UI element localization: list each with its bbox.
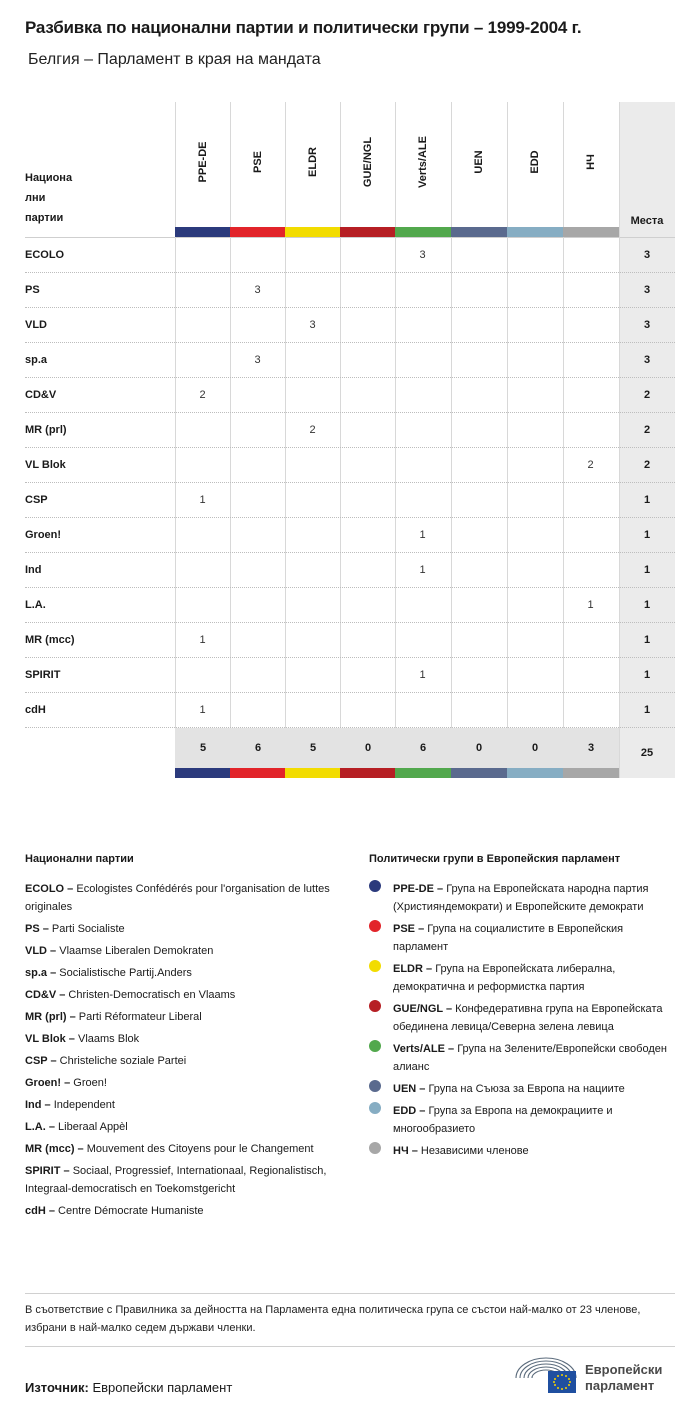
row-total: 3 xyxy=(643,249,651,261)
table-row xyxy=(25,238,675,273)
group-color-dot xyxy=(369,1080,381,1092)
group-total: 6 xyxy=(230,728,286,768)
row-total: 1 xyxy=(643,634,651,646)
table-row xyxy=(25,518,675,553)
party-name: CD&V xyxy=(25,389,57,401)
row-total: 2 xyxy=(643,459,651,471)
seat-cell: 1 xyxy=(419,564,426,576)
party-legend-item: sp.a – Socialistische Partij.Anders xyxy=(25,967,192,979)
party-legend-item: MR (prl) – Parti Réformateur Liberal xyxy=(25,1011,202,1023)
source-label: Източник: xyxy=(25,1380,89,1395)
party-name: VL Blok xyxy=(25,459,66,471)
group-total: 6 xyxy=(395,728,451,768)
group-color-bar xyxy=(451,227,507,237)
group-color-dot xyxy=(369,880,381,892)
group-color-dot xyxy=(369,920,381,932)
group-header: Verts/ALE xyxy=(416,136,429,188)
party-legend-item: SPIRIT – Sociaal, Progressief, Internationaal, Regionalistisch, Integraal-democratisch en Toekomstgericht xyxy=(25,1165,327,1195)
group-header: EDD xyxy=(528,150,541,174)
group-total: 0 xyxy=(507,728,563,768)
table-row xyxy=(25,308,675,343)
row-total: 3 xyxy=(643,354,651,366)
group-legend-item: PPE-DE – Група на Европейската народна партия (Християндемократи) и Европейските демократи xyxy=(369,880,679,916)
party-name: ECOLO xyxy=(25,249,65,261)
party-legend-item: Groen! – Groen! xyxy=(25,1077,107,1089)
group-color-bar xyxy=(507,768,563,778)
group-color-bar xyxy=(175,768,231,778)
row-total: 1 xyxy=(643,564,651,576)
page-title: Разбивка по национални партии и политически групи – 1999-2004 г. xyxy=(25,18,582,37)
table-row xyxy=(25,413,675,448)
group-color-bar xyxy=(230,768,286,778)
group-color-bar xyxy=(507,227,563,237)
row-total: 2 xyxy=(643,424,651,436)
party-legend-item: CSP – Christeliche soziale Partei xyxy=(25,1055,187,1067)
group-header: НЧ xyxy=(584,154,597,170)
party-legend-item: cdH – Centre Démocrate Humaniste xyxy=(25,1205,204,1217)
row-total: 1 xyxy=(643,599,651,611)
group-header: PPE-DE xyxy=(196,141,209,183)
table-row xyxy=(25,448,675,483)
row-total: 1 xyxy=(643,494,651,506)
seat-cell: 1 xyxy=(199,704,206,716)
party-legend-item: Ind – Independent xyxy=(25,1099,115,1111)
table-row xyxy=(25,483,675,518)
table-row xyxy=(25,343,675,378)
groups-legend-title: Политически групи в Европейския парламент xyxy=(369,853,621,865)
row-total: 1 xyxy=(643,669,651,681)
seat-cell: 3 xyxy=(309,319,316,331)
row-header: Национа лни партии xyxy=(25,172,73,224)
party-name: cdH xyxy=(25,704,46,716)
table-row xyxy=(25,658,675,693)
ep-hemicycle-icon xyxy=(514,1354,578,1396)
group-color-bar xyxy=(563,768,619,778)
group-legend-item: GUE/NGL – Конфедеративна група на Европейската обединена левица/Северна зелена левица xyxy=(369,1000,679,1036)
party-legend-item: VLD – Vlaamse Liberalen Demokraten xyxy=(25,945,214,957)
parties-legend xyxy=(25,880,345,1224)
party-legend-item: MR (mcc) – Mouvement des Citoyens pour le Changement xyxy=(25,1143,314,1155)
group-color-bar xyxy=(451,768,507,778)
group-total: 0 xyxy=(340,728,396,768)
party-name: sp.a xyxy=(25,354,48,366)
row-total: 1 xyxy=(643,704,651,716)
group-color-dot xyxy=(369,1000,381,1012)
group-color-bar xyxy=(230,227,286,237)
group-legend-item: Verts/ALE – Група на Зелените/Европейски свободен алианс xyxy=(369,1040,679,1076)
group-header: UEN xyxy=(472,150,485,174)
group-color-dot xyxy=(369,1102,381,1114)
group-color-bar xyxy=(340,227,396,237)
source xyxy=(25,1380,232,1395)
group-color-bar xyxy=(395,768,451,778)
rules-note: В съответствие с Правилника за дейността на Парламента една политическа група се състои най-малко от 23 членове, избрани в най-малко седем държави членки. xyxy=(25,1304,641,1334)
divider xyxy=(25,1346,675,1347)
group-header: PSE xyxy=(251,150,264,174)
group-color-bar xyxy=(395,227,451,237)
seat-table xyxy=(25,102,675,778)
ep-logo-text: Европейски парламент xyxy=(585,1362,663,1393)
parties-legend-title: Национални партии xyxy=(25,853,134,865)
party-legend-item: PS – Parti Socialiste xyxy=(25,923,125,935)
row-total: 3 xyxy=(643,319,651,331)
seats-header: Места xyxy=(630,215,664,227)
group-color-dot xyxy=(369,1040,381,1052)
table-row xyxy=(25,378,675,413)
group-color-bar xyxy=(285,227,341,237)
party-name: VLD xyxy=(25,319,47,331)
party-legend-item: L.A. – Liberaal Appèl xyxy=(25,1121,128,1133)
party-name: PS xyxy=(25,284,40,296)
table-row xyxy=(25,623,675,658)
seat-cell: 1 xyxy=(199,634,206,646)
party-name: Groen! xyxy=(25,529,62,541)
table-row xyxy=(25,693,675,728)
row-total: 2 xyxy=(643,389,651,401)
grand-total: 25 xyxy=(640,747,654,759)
table-row xyxy=(25,588,675,623)
page-subtitle: Белгия – Парламент в края на мандата xyxy=(28,51,321,68)
group-color-bar xyxy=(175,227,231,237)
row-total: 1 xyxy=(643,529,651,541)
party-name: Ind xyxy=(25,564,42,576)
group-total: 0 xyxy=(451,728,507,768)
party-name: CSP xyxy=(25,494,48,506)
seat-cell: 1 xyxy=(419,529,426,541)
source-value: Европейски парламент xyxy=(92,1380,233,1395)
group-color-bar xyxy=(285,768,341,778)
party-name: MR (mcc) xyxy=(25,634,75,646)
party-name: MR (prl) xyxy=(25,424,67,436)
seat-cell: 2 xyxy=(199,389,206,401)
seat-cell: 3 xyxy=(254,284,261,296)
seat-cell: 1 xyxy=(419,669,426,681)
group-legend-item: UEN – Група на Съюза за Европа на нациите xyxy=(369,1080,679,1098)
group-color-bar xyxy=(563,227,619,237)
table-row xyxy=(25,553,675,588)
group-legend-item: PSE – Група на социалистите в Европейския парламент xyxy=(369,920,679,956)
group-header: ELDR xyxy=(306,147,319,177)
seat-cell: 3 xyxy=(254,354,261,366)
group-color-dot xyxy=(369,1142,381,1154)
group-legend-item: EDD – Група за Европа на демокрациите и многообразието xyxy=(369,1102,679,1138)
group-legend-item: НЧ – Независими членове xyxy=(369,1142,679,1160)
seat-cell: 2 xyxy=(309,424,316,436)
row-total: 3 xyxy=(643,284,651,296)
divider xyxy=(25,1293,675,1294)
table-row xyxy=(25,273,675,308)
seat-cell: 1 xyxy=(199,494,206,506)
party-legend-item: CD&V – Christen-Democratisch en Vlaams xyxy=(25,989,236,1001)
group-color-bar xyxy=(340,768,396,778)
ep-logo xyxy=(514,1354,676,1396)
groups-legend xyxy=(369,880,679,1164)
group-color-dot xyxy=(369,960,381,972)
party-name: L.A. xyxy=(25,599,46,611)
party-legend-item: ECOLO – Ecologistes Confédérés pour l'organisation de luttes originales xyxy=(25,883,330,913)
party-name: SPIRIT xyxy=(25,669,61,681)
group-total: 5 xyxy=(285,728,341,768)
group-total: 3 xyxy=(563,728,619,768)
seat-cell: 2 xyxy=(587,459,594,471)
group-header: GUE/NGL xyxy=(361,136,374,188)
group-legend-item: ELDR – Група на Европейската либерална, демократична и реформистка партия xyxy=(369,960,679,996)
party-legend-item: VL Blok – Vlaams Blok xyxy=(25,1033,140,1045)
seat-cell: 3 xyxy=(419,249,426,261)
group-total: 5 xyxy=(175,728,231,768)
seat-cell: 1 xyxy=(587,599,594,611)
